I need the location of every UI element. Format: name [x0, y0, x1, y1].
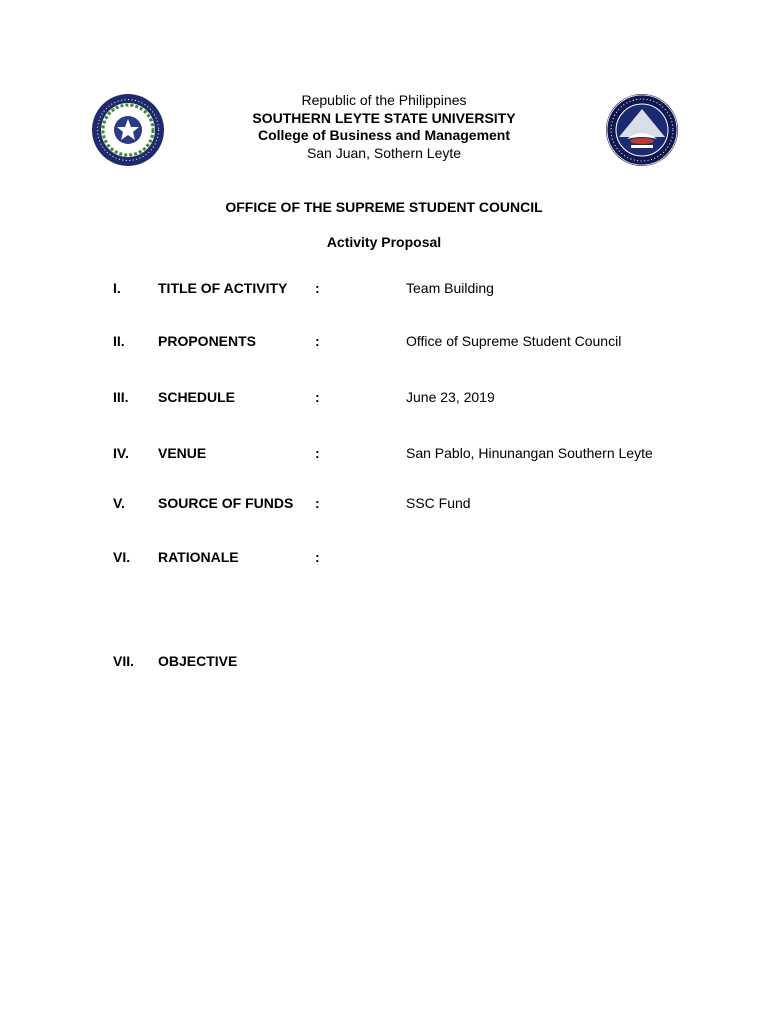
item-label: VENUE: [158, 445, 207, 461]
item-label: SCHEDULE: [158, 389, 236, 405]
item-label: SOURCE OF FUNDS: [158, 495, 294, 511]
item-colon: :: [315, 280, 320, 296]
item-number: V.: [113, 495, 125, 511]
office-title: OFFICE OF THE SUPREME STUDENT COUNCIL: [225, 199, 543, 215]
document-title: Activity Proposal: [326, 234, 442, 250]
student-council-seal-icon: [605, 93, 679, 167]
item-number: II.: [113, 333, 125, 349]
letterhead: [184, 92, 584, 162]
item-colon: :: [315, 389, 320, 405]
university-name: SOUTHERN LEYTE STATE UNIVERSITY: [252, 109, 516, 126]
item-number: VII.: [113, 653, 135, 669]
item-number: VI.: [113, 549, 131, 565]
item-label: TITLE OF ACTIVITY: [158, 280, 288, 296]
item-label: OBJECTIVE: [158, 653, 238, 669]
item-title-of-activity: [0, 280, 768, 300]
item-number: III.: [113, 389, 129, 405]
item-rationale: [0, 549, 768, 569]
item-label: RATIONALE: [158, 549, 239, 565]
address-line: San Juan, Sothern Leyte: [306, 144, 462, 161]
item-venue: [0, 445, 768, 465]
country-line: Republic of the Philippines: [301, 92, 467, 108]
university-seal-icon: [91, 93, 165, 167]
college-name: College of Business and Management: [257, 127, 511, 144]
item-label: PROPONENTS: [158, 333, 257, 349]
item-value: June 23, 2019: [406, 389, 495, 405]
item-colon: :: [315, 333, 320, 349]
item-objective: [0, 653, 768, 673]
item-value: Team Building: [406, 280, 494, 296]
item-number: IV.: [113, 445, 129, 461]
item-value: San Pablo, Hinunangan Southern Leyte: [406, 445, 653, 461]
item-value: Office of Supreme Student Council: [406, 333, 622, 349]
item-colon: :: [315, 445, 320, 461]
item-colon: :: [315, 495, 320, 511]
item-colon: :: [315, 549, 320, 565]
item-number: I.: [113, 280, 121, 296]
item-source-of-funds: [0, 495, 768, 515]
item-proponents: [0, 333, 768, 353]
item-value: SSC Fund: [406, 495, 471, 511]
item-schedule: [0, 389, 768, 409]
